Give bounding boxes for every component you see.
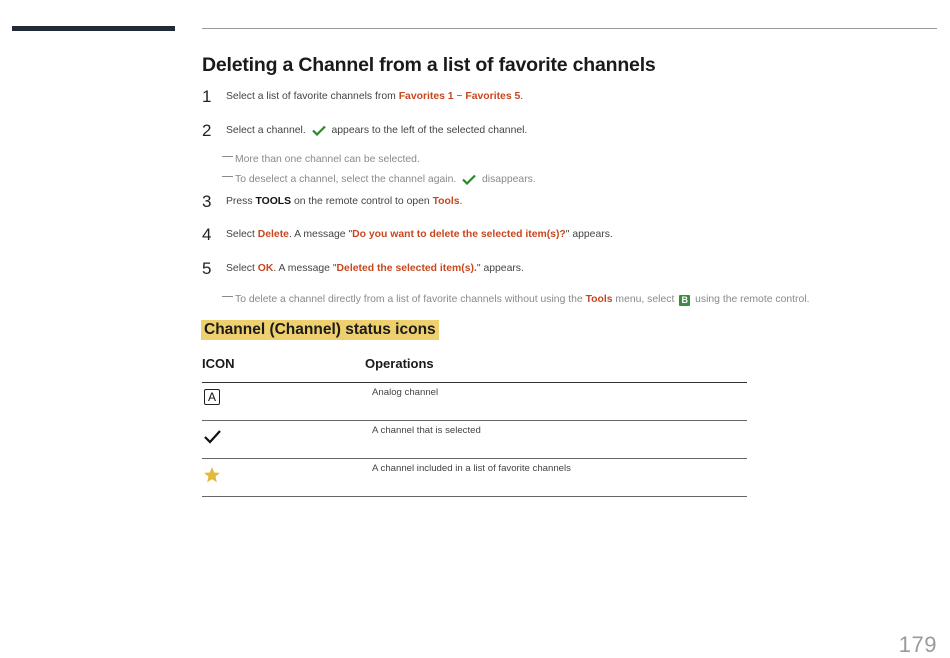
step-number: 3 (202, 192, 212, 211)
menu-favorites-1: Favorites 1 (398, 91, 454, 102)
table-header (202, 354, 747, 383)
note-dash (222, 296, 233, 297)
step-number: 1 (202, 87, 212, 106)
header-accent-bar (12, 26, 175, 31)
section-heading: Channel (Channel) status icons (201, 320, 439, 340)
header-rule (202, 28, 937, 29)
menu-delete: Delete (257, 229, 289, 240)
check-icon (462, 174, 476, 185)
star-icon (202, 463, 224, 485)
message-delete-confirm: Do you want to delete the selected item(s)? (352, 229, 566, 240)
menu-tools: Tools (432, 196, 460, 207)
operation-text: A channel included in a list of favorite channels (372, 463, 571, 474)
note-dash (222, 176, 233, 177)
note-deselect: To deselect a channel, select the channel again. disappears. (222, 172, 536, 188)
key-tools: TOOLS (255, 196, 292, 207)
table-row (202, 459, 747, 497)
step-number: 5 (202, 259, 212, 278)
message-deleted: Deleted the selected item(s). (336, 263, 477, 274)
note-direct-delete: To delete a channel directly from a list of favorite channels without using the Tools menu, select B using the remote control. (222, 292, 809, 308)
step-text: Select OK. A message "Deleted the selected item(s)." appears. (226, 263, 524, 274)
operation-text: Analog channel (372, 387, 439, 398)
step-text: Select a list of favorite channels from Favorites 1 ~ Favorites 5. (226, 91, 524, 102)
menu-favorites-5: Favorites 5 (465, 91, 521, 102)
analog-icon (202, 387, 224, 409)
step-text: Select Delete. A message "Do you want to delete the selected item(s)?" appears. (226, 229, 613, 240)
column-header-icon: ICON (202, 356, 235, 371)
check-icon (202, 425, 224, 447)
b-key-icon: B (679, 295, 690, 306)
analog-icon-letter: A (204, 389, 220, 405)
note-multiple-select: More than one channel can be selected. (222, 152, 420, 168)
menu-tools: Tools (585, 294, 613, 305)
operation-text: A channel that is selected (372, 425, 481, 436)
step-number: 2 (202, 121, 212, 140)
step-text: Press TOOLS on the remote control to open Tools. (226, 196, 463, 207)
column-header-operations: Operations (365, 356, 434, 371)
menu-ok: OK (257, 263, 274, 274)
note-dash (222, 156, 233, 157)
status-icon-table (202, 354, 747, 497)
check-icon (312, 125, 326, 136)
step-text: Select a channel. appears to the left of the selected channel. (226, 125, 528, 136)
page-title: Deleting a Channel from a list of favorite channels (202, 54, 656, 76)
step-number: 4 (202, 225, 212, 244)
table-row (202, 421, 747, 459)
table-row (202, 383, 747, 421)
page-number: 179 (898, 632, 937, 657)
